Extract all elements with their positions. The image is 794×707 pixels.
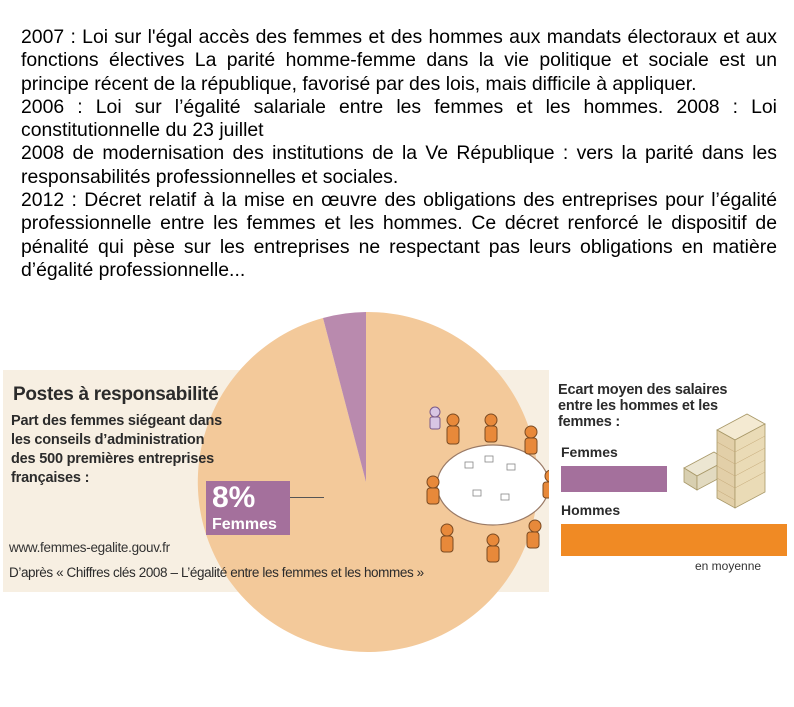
boardroom-table-illustration [423,390,563,580]
infographic [3,370,788,706]
paragraph-2012: 2012 : Décret relatif à la mise en œuvre des obligations des entreprises pour l’égalité professionnelle entre les femmes et les hommes. Ce décret renforcé le dispositif de pénalité qui pèse sur les entreprises ne respectant pas leurs obligations en matière d’égalité professionnelle... [21,189,777,281]
leader-line [290,497,324,498]
paragraph-2007: 2007 : Loi sur l'égal accès des femmes et des hommes aux mandats électoraux et aux fonctions électives La parité homme-femme dans la vie politique et sociale est un principe récent de la république, favorisé par des lois, mais difficile à appliquer. [21,26,777,95]
source-reference: D’après « Chiffres clés 2008 – L’égalité entre les femmes et les hommes » [9,565,424,580]
paragraph-2008: 2008 de modernisation des institutions de la Ve République : vers la parité dans les responsabilités professionnelles et sociales. [21,142,777,188]
source-url: www.femmes-egalite.gouv.fr [9,540,170,555]
percent-box [206,481,290,535]
women-bar [561,466,667,492]
panel-description: Part des femmes siégeant dans les conseils d’administration des 500 premières entreprises françaises : [11,413,222,486]
panel-title: Postes à responsabilité [13,384,219,405]
responsibility-panel [3,370,543,592]
money-stacks-illustration [669,390,779,530]
salary-gap-panel [549,370,788,706]
men-label: Hommes [561,502,621,518]
percent-label: Femmes [212,516,277,533]
gap-note: en moyenne [695,559,762,573]
paragraph-2006: 2006 : Loi sur l’égalité salariale entre les femmes et les hommes. 2008 : Loi constitutionnelle du 23 juillet [21,95,777,142]
gap-value: + 19% [705,680,771,706]
text-block [21,26,777,282]
women-label: Femmes [561,444,618,460]
salary-gap-title: Ecart moyen des salaires entre les hommes et les femmes : [558,382,728,430]
percent-value: 8% [212,481,256,514]
